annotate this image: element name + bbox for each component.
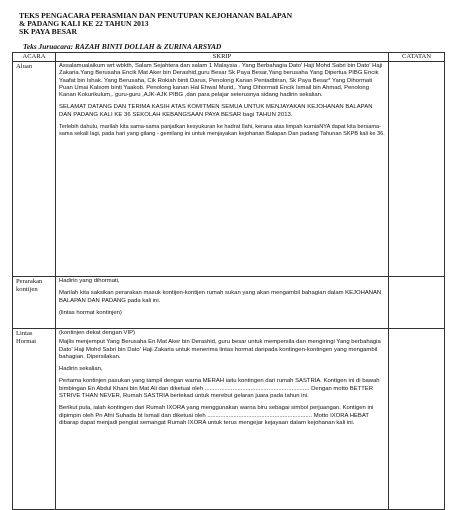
table-row — [13, 329, 445, 510]
emcee-names: Teks Juruacara: RAZAH BINTI DOLLAH & ZURINA ARSYAD — [23, 42, 222, 51]
table-header-row — [13, 53, 445, 62]
script-cell — [56, 62, 389, 277]
script-paragraph: Majlis menjemput Yang Berusaha En Mat Aker bin Derashid, guru besar untuk mempersila dan mengiringi Yang berbahagia Dato' Haji Mohd Sabri bin Dato' Haji Zakaria untuk menerima lintas hormat daripada kontingen-kontingen yang mengambil bahagian. Dipersilakan. — [59, 339, 381, 360]
document-title-line2: & PADANG KALI KE 22 TAHUN 2013 — [19, 19, 149, 28]
script-cell — [56, 277, 389, 329]
column-header-skrip: SKRIP — [56, 53, 389, 62]
script-paragraph: Terlebih dahulu, marilah kita sama-sama panjatkan kesyukuran ke hadrat Ilahi, kerana atas limpah kurniaNYA dapat kita bersama-sama sekali lagi, pada hari yang gilang - gemilang ini untuk menjayakan kejohanan Balapan Dan padang Tahunan SKPB kali ke 36. — [59, 124, 385, 137]
script-paragraph: Berikut pula, ialah kontingen dari Rumah IXORA yang menggunakan warna biru sebagai simbol perjuangan. Kontigen ini dipimpin oleh Pn Afni Suhada bt Ismail dan diketuai oleh ................................................................ Motto IXORA HEBAT dibarap dapat menjadi pengiat semangat Rumah IXORA untuk terus mengejar kejayaan dalam kejohanan kali ini. — [59, 405, 374, 426]
column-header-catatan: CATATAN — [389, 53, 445, 62]
acara-cell: Perarakan kontijen — [13, 277, 56, 329]
acara-cell: Aluan — [13, 62, 56, 277]
table-row — [13, 62, 445, 277]
document-title-line1: TEKS PENGACARA PERASMIAN DAN PENUTUPAN KEJOHANAN BALAPAN — [19, 11, 293, 20]
script-paragraph: Pertama kontinjen pasukan yang tampil dengan warna MERAH iaitu kontingen dari rumah SASTRIA. Kontigen ini di bawah bimbingan En Abdul Khani bin Mat Ali dan diketuai oleh ................................................................ Dengan motto BETTER STRIVE THAN NEVER, Rumah SASTRIA bertekad untuk merebut gelaran juara pada tahun ini. — [59, 378, 380, 400]
notes-cell — [389, 329, 445, 510]
document-title-line3: SK PAYA BESAR — [19, 27, 77, 36]
script-paragraph: SELAMAT DATANG DAN TERIMA KASIH ATAS KOMITMEN SEMUA UNTUK MENJAYAKAN KEJOHANAN BALAPAN DAN PADANG KALI KE 36 SEKOLAH KEBANGSAAN PAYA BESAR bagi TAHUN 2013. — [59, 104, 373, 118]
notes-cell — [389, 277, 445, 329]
script-paragraph: Hadirin sekalian, — [59, 366, 103, 373]
notes-cell — [389, 62, 445, 277]
script-paragraph: Hadirin yang dihormati, — [59, 278, 120, 284]
script-paragraph: (lintas hormat kontinjen) — [59, 309, 122, 316]
script-paragraph: Marilah kita saksikan perarakan masuk kontijen-kontijen rumah sukan yang akan mengambil bahagian dalam KEJOHANAN BALAPAN DAN PADANG pada kali ini. — [59, 290, 382, 304]
acara-cell: Lintas Hormat — [13, 329, 56, 510]
script-cell — [56, 329, 389, 510]
script-paragraph: Assalamualaikum wrt wbkth, Salam Sejahtera dan salam 1 Malaysia . Yang Berbahagia Dato' Haji Mohd Sabri bin Dato' Haji Zakaria.Yang Berusaha Encik Mat Aker bin Derashid,guru Besar Sk Paya Besar,Yang berusaha Yang Dipertua PIBG Encik Yaafat bin Ishak. Yang Berusaha, Cik Rokiah binti Darus, Penolong Kanan Pentadbiran, Sk Paya Besar* Yang Dihormati Puan Umai Kalsom binti Yaakob. Penolong kanan Hal Ehwal Murid,. Yang Dihormati Encik Ismail bin Ahmad, Penolong Kanan Kokurikulum,. guru-guru ,AJK-AJK PIBG ,dan para pelajar seterusnya sidang hadirin sekalian. — [59, 63, 383, 99]
column-header-acara: ACARA — [13, 53, 56, 62]
script-paragraph: (kontinjen dekat dengan VIP) — [59, 330, 135, 336]
script-table — [12, 52, 445, 510]
table-row — [13, 277, 445, 329]
